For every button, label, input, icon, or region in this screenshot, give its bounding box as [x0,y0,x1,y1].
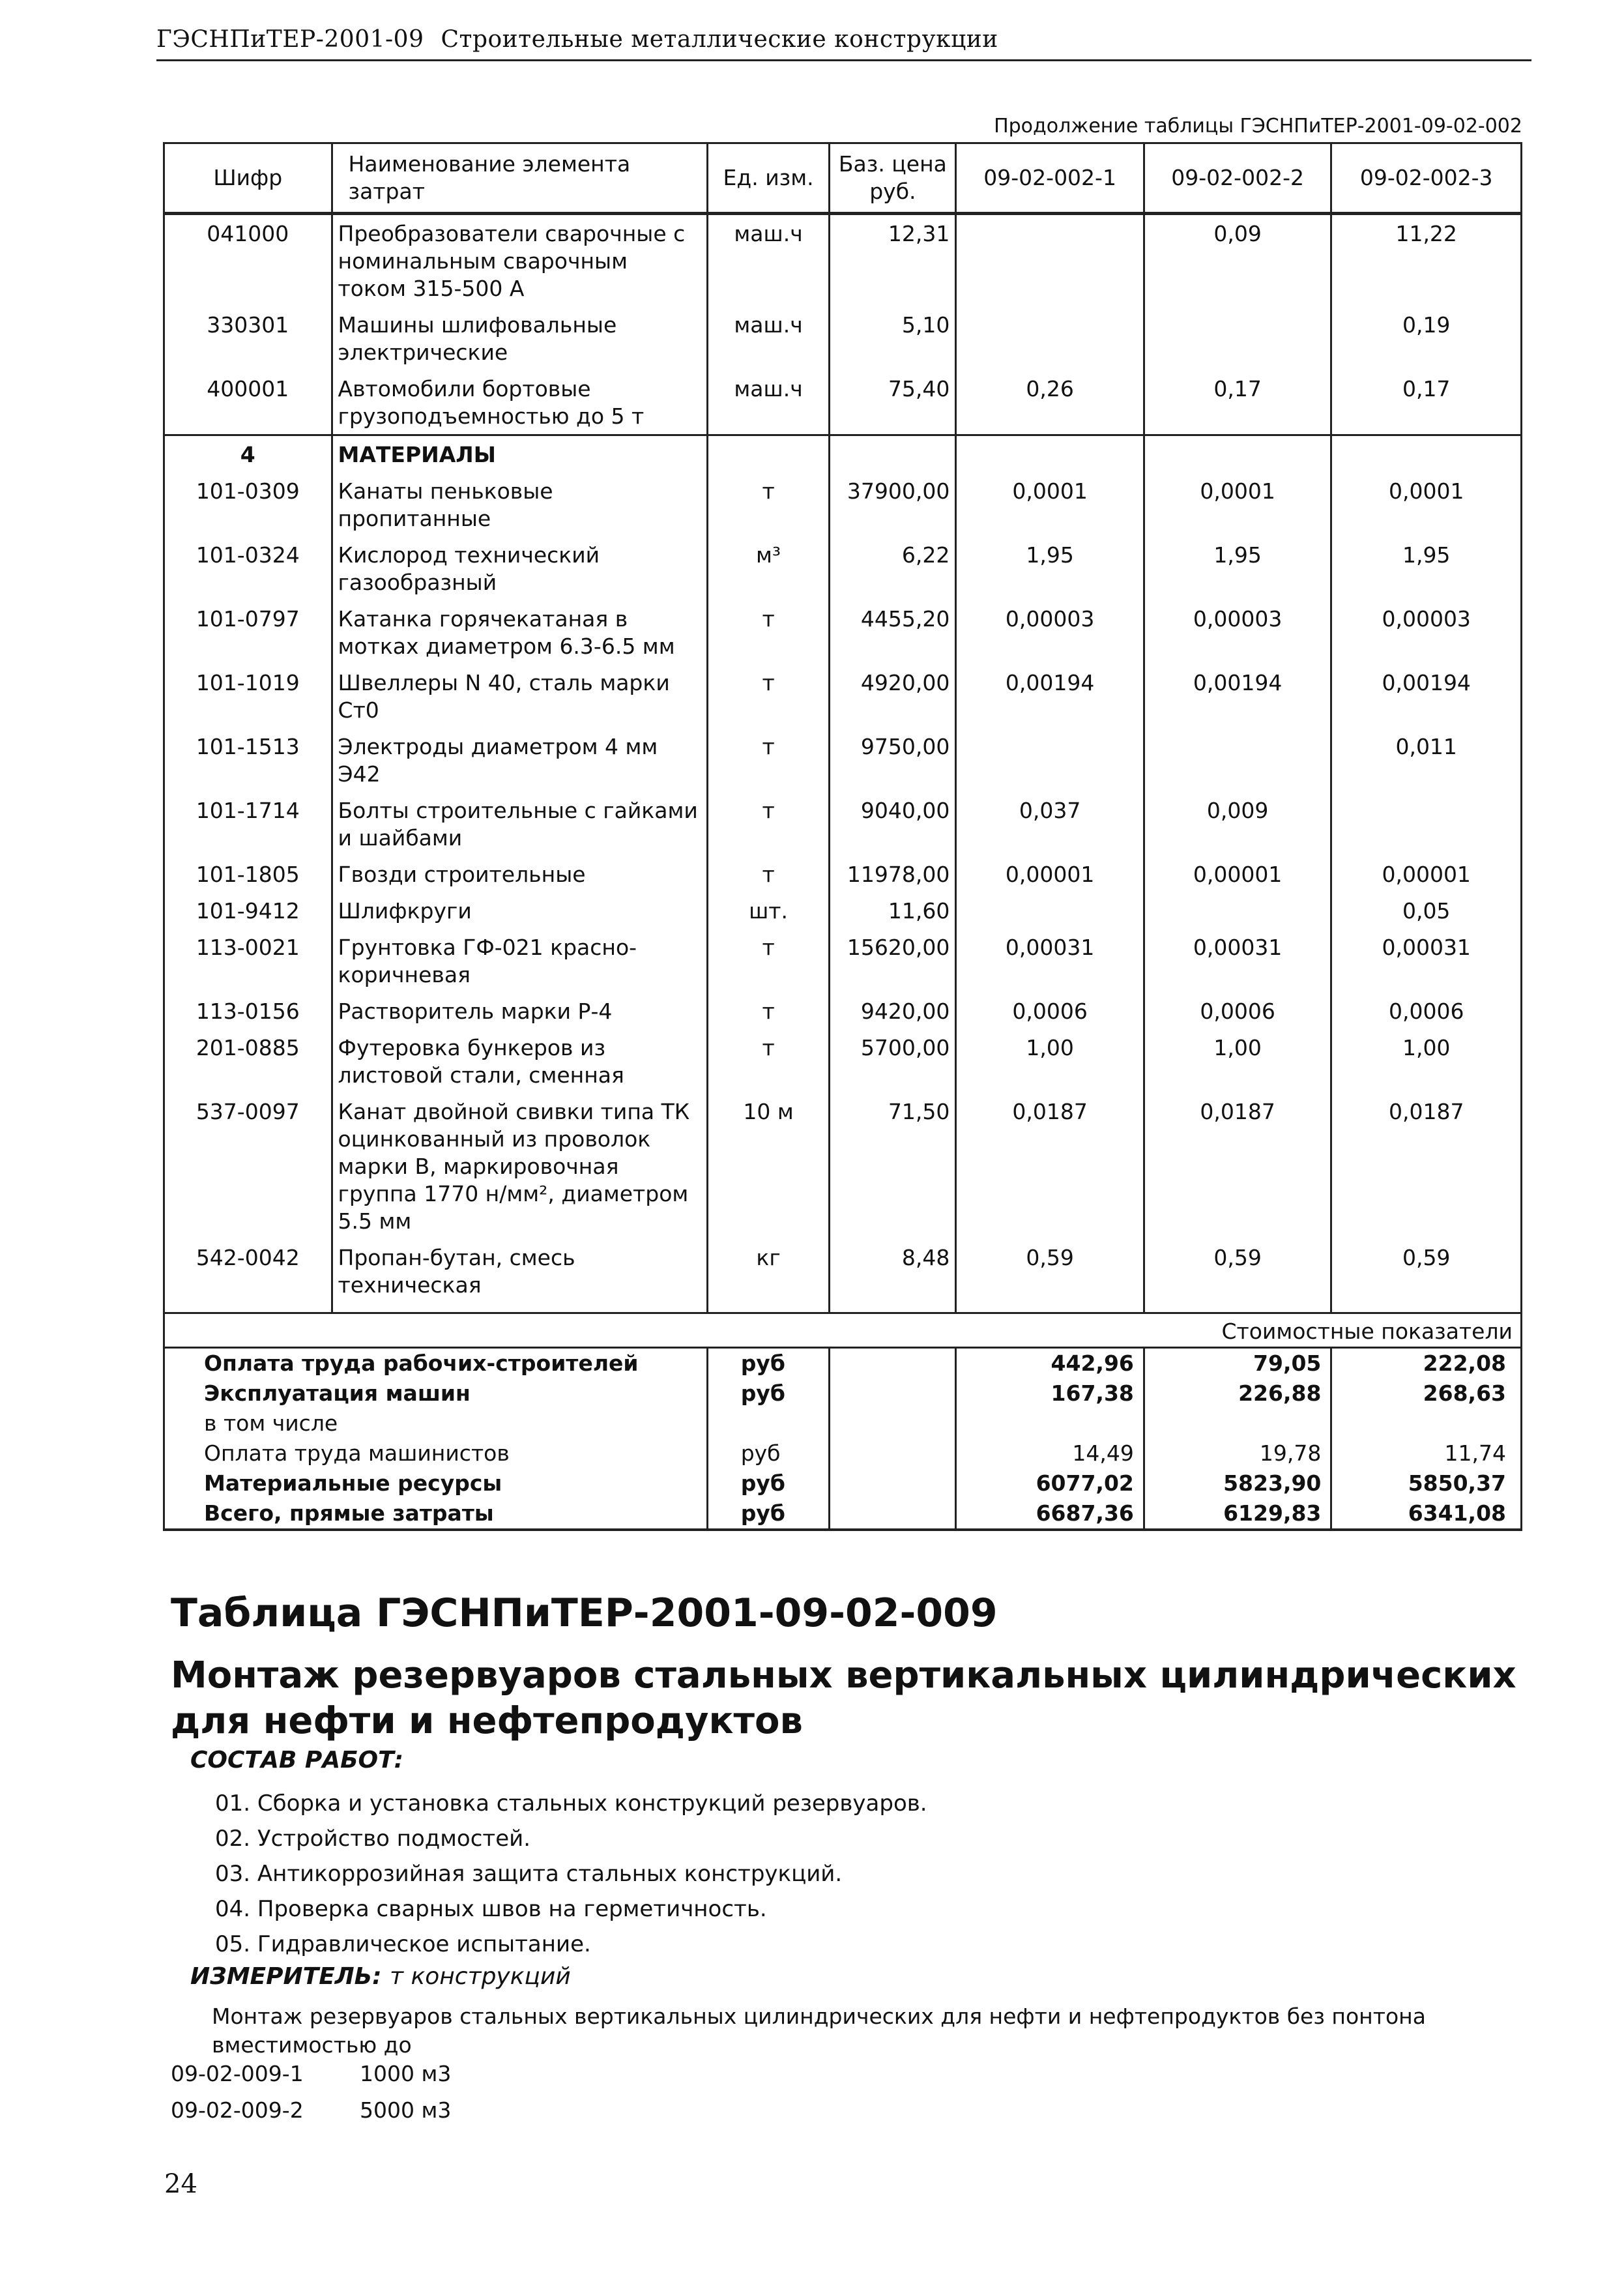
cost-label: Оплата труда рабочих-строителей [164,1348,708,1379]
row-code: 113-0156 [164,993,332,1029]
table-row [164,929,1522,993]
column-header-variant-2: 09-02-002-2 [1144,143,1331,214]
row-code: 400001 [164,370,332,435]
cost-value-1: 14,49 [956,1438,1144,1468]
row-value-1: 0,0006 [956,993,1144,1029]
row-unit: т [707,473,830,536]
list-item: 01. Сборка и установка стальных конструкций резервуаров. [215,1790,927,1817]
list-item: 03. Антикоррозийная защита стальных конструкций. [215,1861,843,1887]
row-price: 5,10 [830,306,956,370]
row-unit: т [707,1029,830,1093]
row-value-2: 0,0187 [1144,1093,1331,1239]
table-row [164,728,1522,792]
variant-value: 5000 м3 [360,2097,452,2123]
row-value-1: 0,00031 [956,929,1144,993]
measure-line [190,1963,571,1990]
row-value-1: 1,00 [956,1029,1144,1093]
row-name: Растворитель марки Р-4 [332,993,707,1029]
row-value-2 [1144,306,1331,370]
row-value-2 [1144,892,1331,929]
table-row [164,370,1522,435]
row-value-2: 0,00194 [1144,664,1331,728]
cost-value-2 [1144,1408,1331,1438]
row-unit: т [707,993,830,1029]
cost-value-2: 19,78 [1144,1438,1331,1468]
row-value-1: 0,59 [956,1239,1144,1303]
cost-value-3: 5850,37 [1331,1468,1522,1498]
row-unit: маш.ч [707,306,830,370]
row-price: 4920,00 [830,664,956,728]
header-code: ГЭСНПиТЕР-2001-09 [156,26,424,53]
row-value-2 [1144,728,1331,792]
row-code: 101-0309 [164,473,332,536]
row-code: 542-0042 [164,1239,332,1303]
cost-value-3: 11,74 [1331,1438,1522,1468]
row-price: 15620,00 [830,929,956,993]
row-value-1 [956,892,1144,929]
row-name: Грунтовка ГФ-021 красно-коричневая [332,929,707,993]
row-value-1 [956,214,1144,307]
section-title: МАТЕРИАЛЫ [332,435,707,473]
cost-label: Эксплуатация машин [164,1379,708,1408]
row-value-1: 0,00001 [956,856,1144,892]
row-value-3: 0,00003 [1331,600,1522,664]
list-item: 04. Проверка сварных швов на герметичность. [215,1896,767,1922]
cost-label: Оплата труда машинистов [164,1438,708,1468]
cost-value-1: 6077,02 [956,1468,1144,1498]
next-table-title: Таблица ГЭСНПиТЕР-2001-09-02-009 [171,1590,998,1636]
section-code: 4 [164,435,332,473]
cost-value-3: 222,08 [1331,1348,1522,1379]
cost-row [164,1438,1522,1468]
table-row [164,1239,1522,1303]
row-price: 9040,00 [830,792,956,856]
row-unit: т [707,664,830,728]
variant-row [171,2097,451,2123]
table-row [164,856,1522,892]
row-code: 101-1019 [164,664,332,728]
row-value-1: 0,26 [956,370,1144,435]
cost-unit: руб [707,1468,830,1498]
row-unit: маш.ч [707,214,830,307]
row-unit: т [707,856,830,892]
row-price: 37900,00 [830,473,956,536]
table-spacer-row [164,1303,1522,1313]
table-row [164,600,1522,664]
row-value-3: 0,19 [1331,306,1522,370]
row-value-2: 0,009 [1144,792,1331,856]
row-value-3: 0,011 [1331,728,1522,792]
row-unit: т [707,929,830,993]
cost-caption: Стоимостные показатели [164,1313,1522,1348]
cost-row [164,1348,1522,1379]
row-unit: маш.ч [707,370,830,435]
row-name: Преобразователи сварочные с номинальным сварочным током 315-500 А [332,214,707,307]
row-code: 101-1805 [164,856,332,892]
row-code: 330301 [164,306,332,370]
row-value-2: 1,00 [1144,1029,1331,1093]
column-header-unit: Ед. изм. [707,143,830,214]
row-value-2: 0,00001 [1144,856,1331,892]
row-name: Катанка горячекатаная в мотках диаметром 6.3-6.5 мм [332,600,707,664]
row-price: 9420,00 [830,993,956,1029]
cost-unit [707,1408,830,1438]
cost-row [164,1379,1522,1408]
row-value-1: 0,00194 [956,664,1144,728]
cost-value-1 [956,1408,1144,1438]
cost-value-3: 268,63 [1331,1379,1522,1408]
row-name: Канаты пеньковые пропитанные [332,473,707,536]
table-row [164,473,1522,536]
row-value-2: 0,17 [1144,370,1331,435]
row-price: 11978,00 [830,856,956,892]
variant-row [171,2061,451,2086]
running-header [156,26,1531,61]
row-value-3: 0,17 [1331,370,1522,435]
cost-row [164,1408,1522,1438]
row-name: Швеллеры N 40, сталь марки Ст0 [332,664,707,728]
row-name: Пропан-бутан, смесь техническая [332,1239,707,1303]
row-name: Болты строительные с гайками и шайбами [332,792,707,856]
cost-value-1: 167,38 [956,1379,1144,1408]
works-label: СОСТАВ РАБОТ: [190,1747,404,1773]
row-name: Футеровка бункеров из листовой стали, сменная [332,1029,707,1093]
measure-label: ИЗМЕРИТЕЛЬ: [190,1963,382,1990]
row-unit: 10 м [707,1093,830,1239]
cost-unit: руб [707,1379,830,1408]
row-name: Электроды диаметром 4 мм Э42 [332,728,707,792]
next-table-subtitle: Монтаж резервуаров стальных вертикальных цилиндрических для нефти и нефтепродуктов [171,1654,1516,1742]
row-value-1: 0,0187 [956,1093,1144,1239]
table-row [164,536,1522,600]
table-row [164,792,1522,856]
cost-value-2: 5823,90 [1144,1468,1331,1498]
table-row [164,892,1522,929]
cost-value-1: 6687,36 [956,1498,1144,1530]
row-value-1: 1,95 [956,536,1144,600]
page-number: 24 [164,2169,197,2199]
row-value-3: 0,0187 [1331,1093,1522,1239]
description: Монтаж резервуаров стальных вертикальных цилиндрических для нефти и нефтепродуктов без понтона вместимостью до [212,2004,1426,2058]
row-value-3: 0,0006 [1331,993,1522,1029]
column-header-variant-3: 09-02-002-3 [1331,143,1522,214]
row-price: 5700,00 [830,1029,956,1093]
row-name: Автомобили бортовые грузоподъемностью до 5 т [332,370,707,435]
cost-value-3: 6341,08 [1331,1498,1522,1530]
list-item: 05. Гидравлическое испытание. [215,1931,591,1957]
row-unit: шт. [707,892,830,929]
row-name: Гвозди строительные [332,856,707,892]
table-row [164,1093,1522,1239]
cost-unit: руб [707,1438,830,1468]
column-header-name: Наименование элемента затрат [332,143,707,214]
row-value-3: 0,0001 [1331,473,1522,536]
row-unit: кг [707,1239,830,1303]
row-value-3 [1331,792,1522,856]
variant-value: 1000 м3 [360,2061,452,2086]
cost-unit: руб [707,1348,830,1379]
row-value-2: 0,00031 [1144,929,1331,993]
cost-label: в том числе [164,1408,708,1438]
row-code: 101-9412 [164,892,332,929]
column-header-variant-1: 09-02-002-1 [956,143,1144,214]
row-value-1: 0,037 [956,792,1144,856]
row-value-3: 11,22 [1331,214,1522,307]
row-unit: т [707,600,830,664]
cost-label: Материальные ресурсы [164,1468,708,1498]
row-code: 201-0885 [164,1029,332,1093]
column-header-price: Баз. цена руб. [830,143,956,214]
cost-unit: руб [707,1498,830,1530]
variant-code: 09-02-009-2 [171,2097,304,2123]
cost-row [164,1468,1522,1498]
row-code: 101-0324 [164,536,332,600]
row-value-2: 0,59 [1144,1239,1331,1303]
row-name: Кислород технический газообразный [332,536,707,600]
row-code: 537-0097 [164,1093,332,1239]
row-value-2: 0,0006 [1144,993,1331,1029]
table-row [164,1029,1522,1093]
cost-row [164,1498,1522,1530]
row-code: 101-1714 [164,792,332,856]
row-price: 75,40 [830,370,956,435]
row-unit: т [707,792,830,856]
row-value-3: 0,05 [1331,892,1522,929]
table-header-row [164,143,1522,214]
list-item: 02. Устройство подмостей. [215,1826,531,1852]
row-code: 041000 [164,214,332,307]
row-value-2: 0,09 [1144,214,1331,307]
section-header-row [164,435,1522,473]
row-code: 101-0797 [164,600,332,664]
variant-code: 09-02-009-1 [171,2061,304,2086]
cost-caption-row [164,1313,1522,1348]
row-value-1: 0,0001 [956,473,1144,536]
row-code: 113-0021 [164,929,332,993]
row-value-3: 0,00001 [1331,856,1522,892]
row-unit: т [707,728,830,792]
row-value-1: 0,00003 [956,600,1144,664]
cost-label: Всего, прямые затраты [164,1498,708,1530]
cost-value-2: 6129,83 [1144,1498,1331,1530]
cost-value-3 [1331,1408,1522,1438]
row-price: 11,60 [830,892,956,929]
works-list [215,1786,927,1962]
row-value-3: 0,00194 [1331,664,1522,728]
header-title: Строительные металлические конструкции [441,26,998,53]
row-value-1 [956,728,1144,792]
row-name: Машины шлифовальные электрические [332,306,707,370]
row-value-3: 1,95 [1331,536,1522,600]
row-price: 6,22 [830,536,956,600]
row-price: 8,48 [830,1239,956,1303]
row-price: 9750,00 [830,728,956,792]
resource-table [163,142,1522,1531]
row-price: 12,31 [830,214,956,307]
table-continuation-caption: Продолжение таблицы ГЭСНПиТЕР-2001-09-02-002 [994,115,1522,138]
row-value-3: 0,00031 [1331,929,1522,993]
cost-value-1: 442,96 [956,1348,1144,1379]
table-row [164,664,1522,728]
table-row [164,306,1522,370]
row-name: Шлифкруги [332,892,707,929]
row-value-2: 0,00003 [1144,600,1331,664]
row-value-2: 0,0001 [1144,473,1331,536]
measure-value: т конструкций [390,1963,571,1990]
row-value-3: 1,00 [1331,1029,1522,1093]
column-header-code: Шифр [164,143,332,214]
row-value-2: 1,95 [1144,536,1331,600]
row-value-1 [956,306,1144,370]
cost-value-2: 226,88 [1144,1379,1331,1408]
row-price: 4455,20 [830,600,956,664]
row-code: 101-1513 [164,728,332,792]
row-value-3: 0,59 [1331,1239,1522,1303]
row-name: Канат двойной свивки типа ТК оцинкованный из проволок марки В, маркировочная группа 1770 н/мм², диаметром 5.5 мм [332,1093,707,1239]
cost-value-2: 79,05 [1144,1348,1331,1379]
row-unit: м³ [707,536,830,600]
row-price: 71,50 [830,1093,956,1239]
table-row [164,214,1522,307]
table-row [164,993,1522,1029]
